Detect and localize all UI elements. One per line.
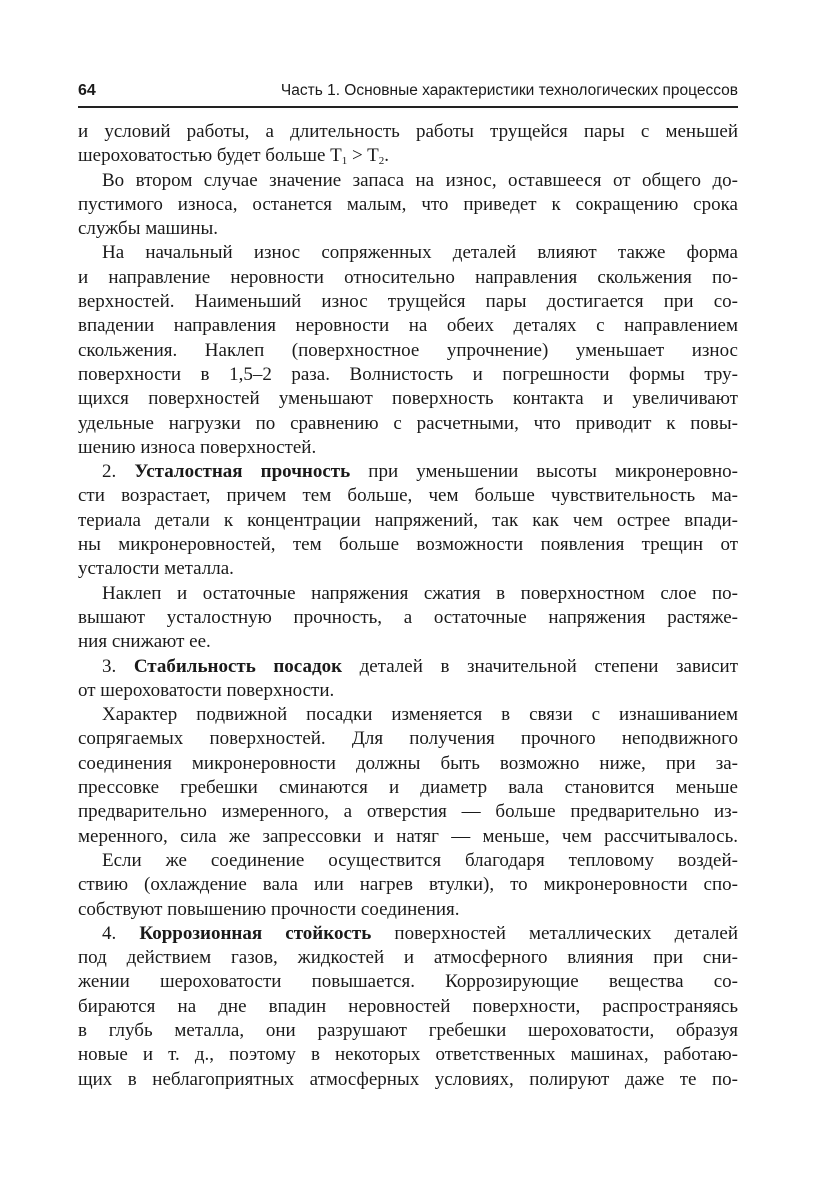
text-segment: Характер подвижной посадки изменяется в связи с изнашиванием <box>102 704 738 726</box>
text-segment: териала детали к концентрации напряжений, так как чем острее впади- <box>78 509 738 531</box>
text-line <box>78 898 738 922</box>
text-line <box>78 922 738 946</box>
text-line <box>78 655 738 679</box>
text-line <box>78 1068 738 1092</box>
text-line <box>78 630 738 654</box>
running-header <box>78 82 738 106</box>
text-segment: поверхностей металлических деталей <box>371 922 738 944</box>
text-line <box>78 290 738 314</box>
text-segment: 4. <box>102 922 140 944</box>
text-segment: собствуют повышению прочности соединения. <box>78 898 460 920</box>
text-segment: 3. <box>102 655 134 677</box>
text-line <box>78 241 738 265</box>
text-line <box>78 679 738 703</box>
text-line <box>78 1019 738 1043</box>
text-line <box>78 873 738 897</box>
text-line <box>78 1043 738 1067</box>
text-segment: скольжения. Наклеп (поверхностное упрочнение) уменьшает износ <box>78 339 738 361</box>
text-line <box>78 825 738 849</box>
text-line <box>78 193 738 217</box>
text-line <box>78 460 738 484</box>
bold-term: Коррозионная стойкость <box>139 922 372 944</box>
text-segment: в глубь металла, они разрушают гребешки шероховатости, образуя <box>78 1019 738 1041</box>
text-segment: под действием газов, жидкостей и атмосферного влияния при сни- <box>78 947 738 969</box>
text-line <box>78 752 738 776</box>
text-line <box>78 144 738 168</box>
text-segment: прессовке гребешки сминаются и диаметр вала становится меньше <box>78 777 738 799</box>
text-segment: службы машины. <box>78 218 219 240</box>
text-segment: Если же соединение осуществится благодаря тепловому воздей- <box>102 849 738 871</box>
text-segment: > T <box>347 145 379 167</box>
subscript: 2 <box>378 155 385 168</box>
text-line <box>78 363 738 387</box>
text-line <box>78 484 738 508</box>
text-line <box>78 217 738 241</box>
text-segment: деталей в значительной степени зависит <box>342 655 739 677</box>
subscript: 1 <box>341 155 348 168</box>
text-line <box>78 387 738 411</box>
body-text <box>78 120 738 1092</box>
text-segment: ны микронеровностей, тем больше возможности появления трещин от <box>78 534 738 556</box>
text-line <box>78 557 738 581</box>
text-segment: вышают усталостную прочность, а остаточные напряжения растяже- <box>78 606 738 628</box>
text-segment: впадении направления неровности на обеих деталях с направлением <box>78 315 738 337</box>
text-line <box>78 169 738 193</box>
text-segment: . <box>384 145 390 167</box>
text-segment: На начальный износ сопряженных деталей влияют также форма <box>102 242 738 264</box>
bold-term: Стабильность посадок <box>133 655 343 677</box>
text-line <box>78 120 738 144</box>
text-segment: щих в неблагоприятных атмосферных условиях, полируют даже те по- <box>78 1068 738 1090</box>
text-line <box>78 776 738 800</box>
text-line <box>78 412 738 436</box>
text-line <box>78 970 738 994</box>
text-line <box>78 703 738 727</box>
text-segment: бираются на дне впадин неровностей поверхности, распространяясь <box>78 995 738 1017</box>
text-line <box>78 606 738 630</box>
text-line <box>78 436 738 460</box>
text-segment: 2. <box>102 461 135 483</box>
bold-term: Усталостная прочность <box>134 461 351 483</box>
text-segment: и направление неровности относительно направления скольжения по- <box>78 266 738 288</box>
text-segment: и условий работы, а длительность работы трущейся пары с меньшей <box>78 121 738 142</box>
text-segment: соединения микронеровности должны быть возможно ниже, при за- <box>78 752 738 774</box>
text-segment: удельные нагрузки по сравнению с расчетными, что приводит к повы- <box>78 412 738 434</box>
text-segment: верхностей. Наименьший износ трущейся пары достигается при со- <box>78 291 738 313</box>
text-line <box>78 800 738 824</box>
text-segment: шению износа поверхностей. <box>78 436 317 458</box>
text-segment: от шероховатости поверхности. <box>78 679 335 701</box>
text-line <box>78 849 738 873</box>
text-line <box>78 995 738 1019</box>
text-line <box>78 339 738 363</box>
header-rule <box>78 106 738 108</box>
text-segment: новые и т. д., поэтому в некоторых ответственных машинах, работаю- <box>78 1044 738 1066</box>
text-segment: ствию (охлаждение вала или нагрев втулки), то микронеровности спо- <box>78 874 738 896</box>
text-segment: предварительно измеренного, а отверстия — больше предварительно из- <box>78 801 738 823</box>
text-segment: ния снижают ее. <box>78 631 211 653</box>
page-number: 64 <box>78 82 96 99</box>
text-segment: поверхности в 1,5–2 раза. Волнистость и погрешности формы тру- <box>78 363 738 385</box>
text-segment: сти возрастает, причем тем больше, чем больше чувствительность ма- <box>78 485 738 507</box>
text-segment: шероховатостью будет больше T <box>78 145 342 167</box>
text-segment: Наклеп и остаточные напряжения сжатия в поверхностном слое по- <box>102 582 738 604</box>
text-segment: пустимого износа, останется малым, что приведет к сокращению срока <box>78 193 738 215</box>
text-line <box>78 727 738 751</box>
text-segment: меренного, сила же запрессовки и натяг — меньше, чем рассчитывалось. <box>78 825 738 847</box>
text-segment: усталости металла. <box>78 558 234 580</box>
text-line <box>78 509 738 533</box>
text-segment: при уменьшении высоты микронеровно- <box>350 461 738 483</box>
text-line <box>78 266 738 290</box>
text-line <box>78 946 738 970</box>
text-line <box>78 533 738 557</box>
text-segment: щихся поверхностей уменьшают поверхность контакта и увеличивают <box>78 388 738 410</box>
text-line <box>78 314 738 338</box>
text-segment: сопрягаемых поверхностей. Для получения прочного неподвижного <box>78 728 738 750</box>
text-segment: Во втором случае значение запаса на износ, оставшееся от общего до- <box>102 169 738 191</box>
text-line <box>78 582 738 606</box>
text-segment: жении шероховатости повышается. Коррозирующие вещества со- <box>78 971 738 993</box>
running-title: Часть 1. Основные характеристики технологических процессов <box>280 82 738 99</box>
